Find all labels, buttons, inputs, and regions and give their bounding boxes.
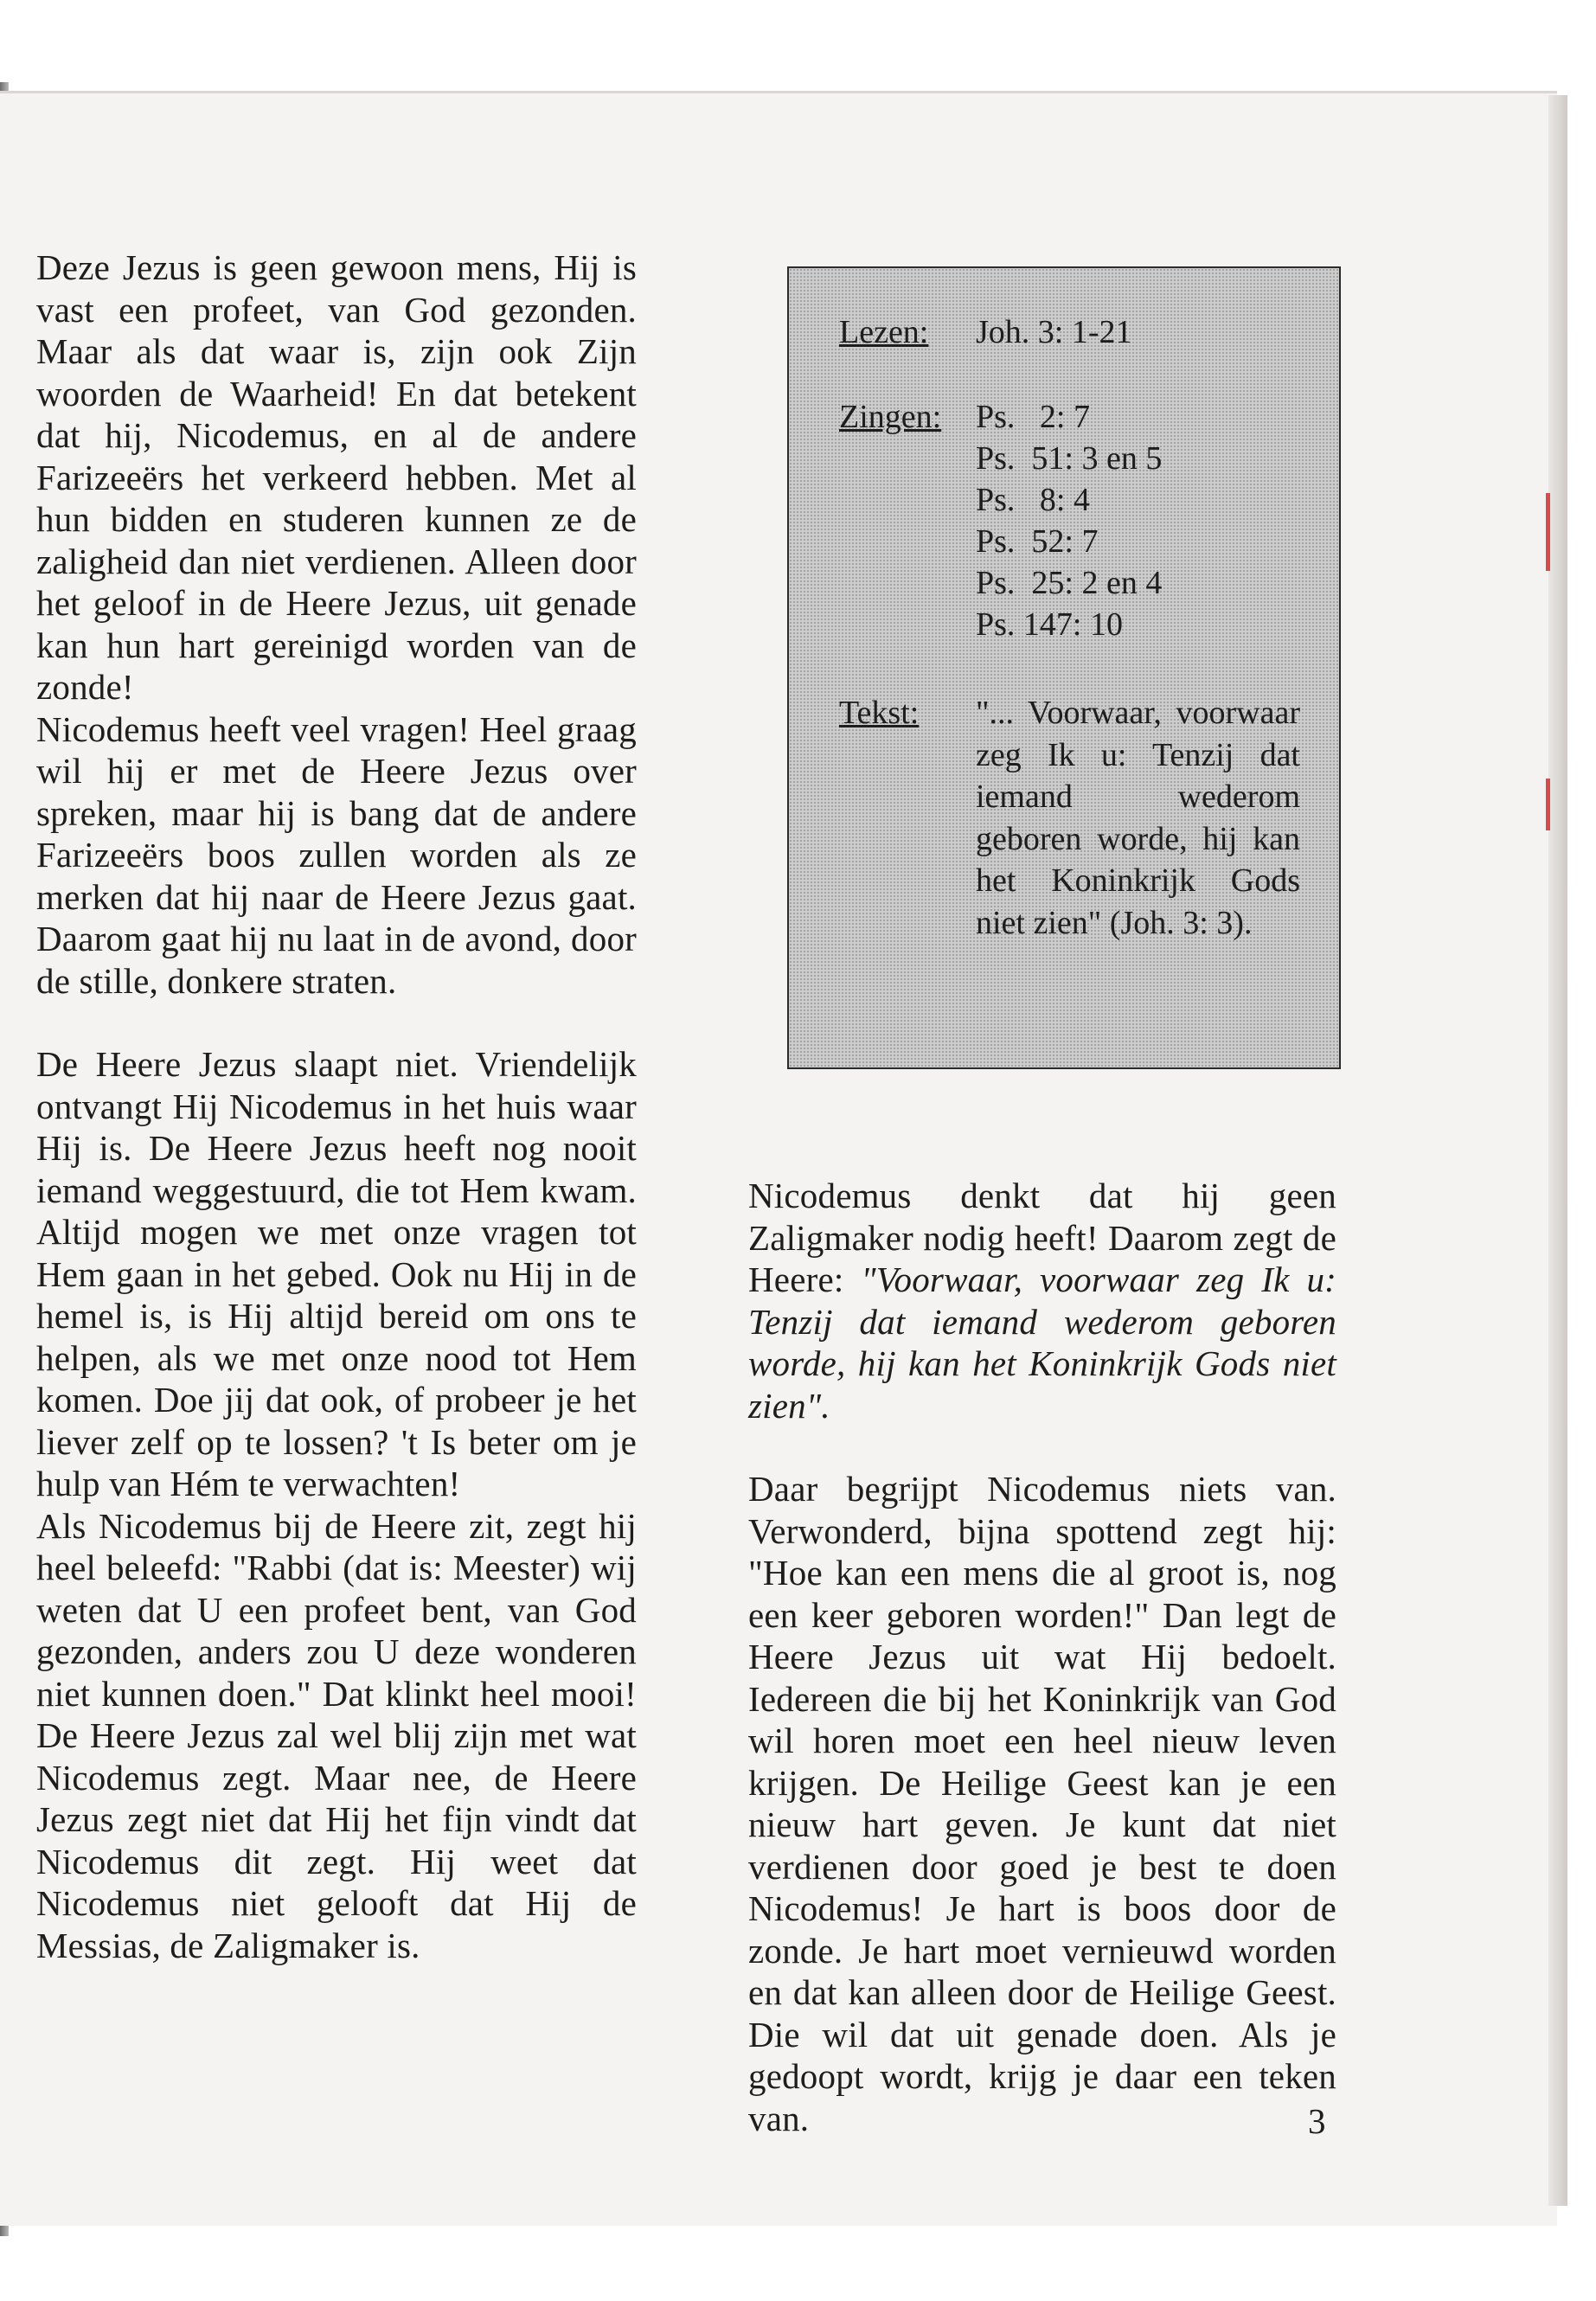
lezen-value: Joh. 3: 1-21	[976, 314, 1132, 350]
lezen-label: Lezen:	[839, 314, 929, 350]
red-edge-mark	[1546, 493, 1550, 571]
page-number: 3	[1308, 2101, 1326, 2141]
paragraph: Deze Jezus is geen gewoon mens, Hij is vast een profeet, van God gezonden. Maar als dat waar is, zijn ook Zijn woorden de Waarheid! En dat betekent dat hij, Nicodemus, en al de andere Farizeeërs het verkeerd hebben. Met al hun bidden en studeren kunnen ze de zaligheid dan niet verdienen. Alleen door het geloof in de Heere Jezus, uit genade kan hun hart gereinigd worden van de zonde!	[36, 247, 637, 707]
paragraph-intro: Nicodemus denkt dat hij geen Zaligmaker nodig heeft! Daarom zegt de Heere:	[748, 1176, 1336, 1299]
paragraph: De Heere Jezus slaapt niet. Vriendelijk ontvangt Hij Nicodemus in het huis waar Hij is. De Heere Jezus heeft nog nooit iemand weggestuurd, die tot Hem kwam. Altijd mogen we met onze vragen tot Hem gaan in het gebed. Ook nu Hij in de hemel is, is Hij altijd bereid om ons te helpen, als we met onze nood tot Hem komen. Doe jij dat ook, of probeer je het liever zelf op te lossen? 't Is beter om je hulp van Hém te verwachten!	[36, 1044, 637, 1503]
paragraph: Als Nicodemus bij de Heere zit, zegt hij heel beleefd: "Rabbi (dat is: Meester) wij weten dat U een profeet bent, van God gezonden, anders zou U deze wonderen niet kunnen doen." Dat klinkt heel mooi! De Heere Jezus zal wel blij zijn met wat Nicodemus zegt. Maar nee, de Heere Jezus zegt niet dat Hij het fijn vindt dat Nicodemus dit zegt. Hij weet dat Nicodemus niet gelooft dat Hij de Messias, de Zaligmaker is.	[36, 1505, 637, 1965]
paragraph: Daar begrijpt Nicodemus niets van. Verwonderd, bijna spottend zegt hij: "Hoe kan een mens die al groot is, nog een keer geboren worden!" Dan legt de Heere Jezus uit wat Hij bedoelt. Iedereen die bij het Koninkrijk van God wil horen moet een heel nieuw leven krijgen. De Heilige Geest kan je een nieuw hart geven. Je kunt dat niet verdienen door goed je best te doen Nicodemus! Je hart is boos door de zonde. Je hart moet vernieuwd worden en dat kan alleen door de Heilige Geest. Die wil dat uit genade doen. Als je gedoopt wordt, krijg je daar een teken van.	[748, 1469, 1336, 2138]
bible-quote: "Voorwaar, voorwaar zeg Ik u: Tenzij dat iemand wederom geboren worde, hij kan het Koninkrijk Gods niet zien".	[748, 1259, 1336, 1426]
tekst-label: Tekst:	[839, 695, 920, 731]
zingen-item: Ps. 25: 2 en 4	[976, 565, 1163, 601]
zingen-item: Ps. 51: 3 en 5	[976, 440, 1163, 477]
reading-info-box	[787, 266, 1341, 1069]
left-text-column	[36, 247, 637, 1966]
paragraph	[748, 1175, 1336, 1426]
zingen-label: Zingen:	[839, 399, 942, 435]
page-edge-right	[1548, 95, 1567, 2206]
paragraph: Nicodemus heeft veel vragen! Heel graag wil hij er met de Heere Jezus over spreken, maar hij is bang dat de andere Farizeeërs boos zullen worden als ze merken dat hij naar de Heere Jezus gaat. Daarom gaat hij nu laat in de avond, door de stille, donkere straten.	[36, 708, 637, 1001]
red-edge-mark	[1546, 779, 1550, 830]
right-text-column	[748, 1175, 1336, 2139]
zingen-item: Ps. 8: 4	[976, 482, 1090, 518]
tekst-value: "... Voorwaar, voorwaar zeg Ik u: Tenzij dat iemand wederom geboren worde, hij kan het Koninkrijk Gods niet zien" (Joh. 3: 3).	[976, 695, 1300, 941]
zingen-item: Ps. 147: 10	[976, 606, 1123, 643]
zingen-item: Ps. 2: 7	[976, 399, 1090, 435]
zingen-item: Ps. 52: 7	[976, 523, 1099, 560]
